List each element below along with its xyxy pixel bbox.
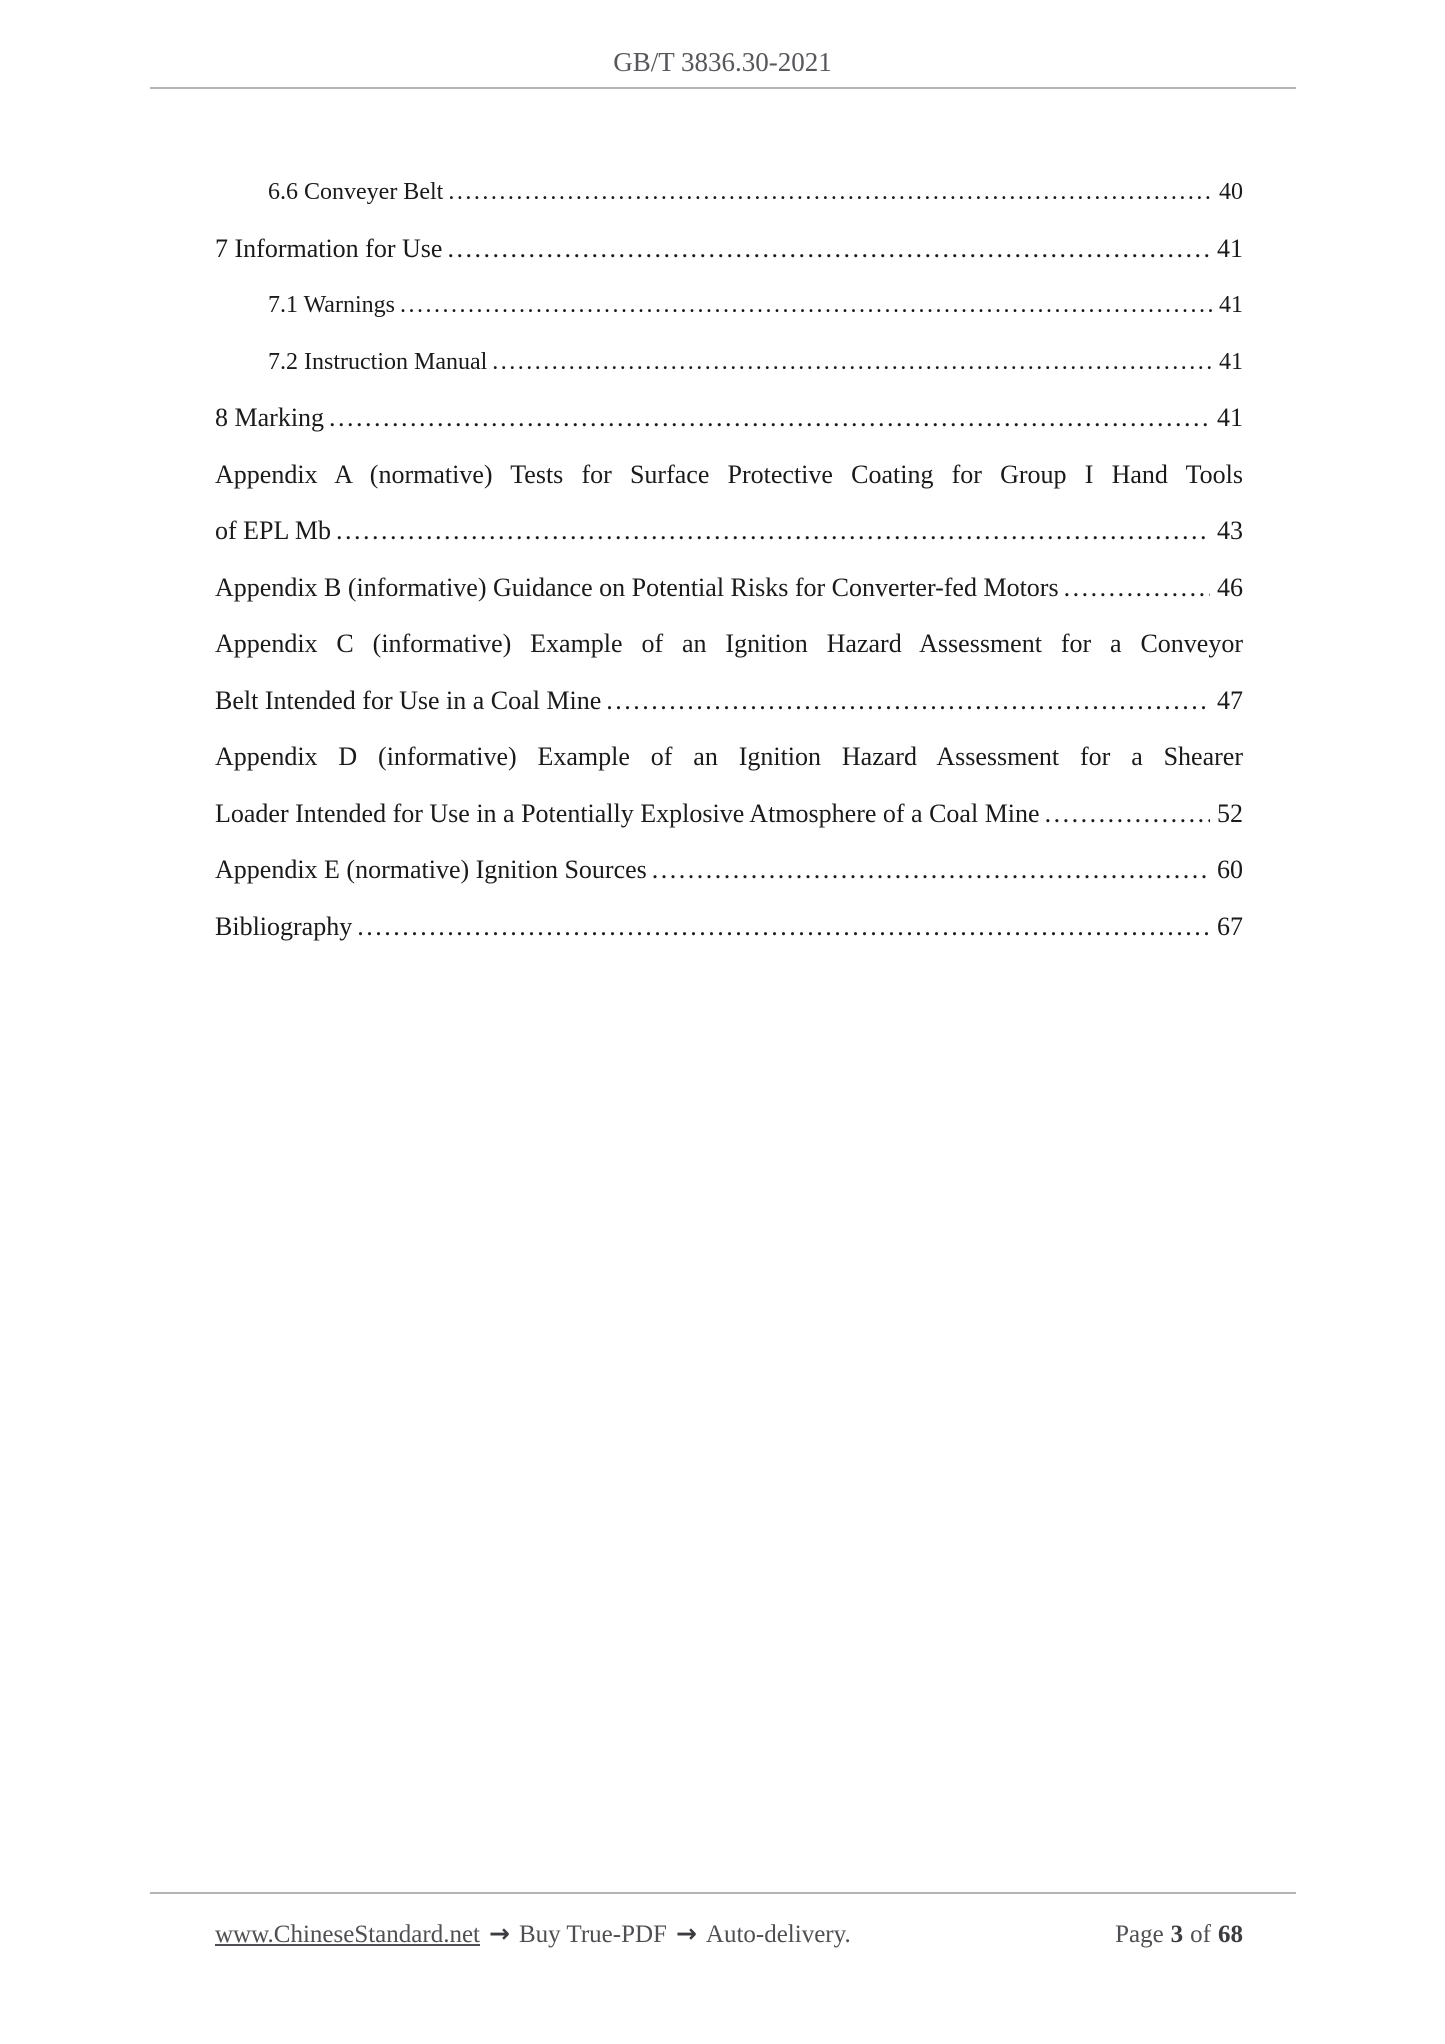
footer-rule: [150, 1892, 1296, 1894]
toc-entry-page: 40: [1219, 179, 1243, 205]
toc-entry-title: Bibliography: [215, 911, 353, 941]
total-page-number: 68: [1218, 1921, 1243, 1948]
toc-entry-page: 43: [1217, 516, 1243, 545]
toc-entry-page: 60: [1217, 855, 1243, 884]
toc-entry[interactable]: [215, 334, 1243, 391]
footer-site-link[interactable]: www.ChineseStandard.net: [215, 1921, 480, 1948]
toc-entry-page: 67: [1217, 911, 1243, 941]
toc-entry-page: 46: [1217, 572, 1243, 602]
toc-entry-page: 47: [1217, 685, 1243, 715]
toc-entry-title: Appendix D (informative) Example of an Ignition Hazard Assessment for a Shearer: [215, 742, 1243, 771]
toc-entry[interactable]: [215, 277, 1243, 334]
toc-entry-title: Appendix B (informative) Guidance on Potential Risks for Converter-fed Motors: [215, 572, 1059, 602]
dot-leader: [447, 221, 1210, 278]
toc-entry[interactable]: [215, 164, 1243, 221]
footer-delivery-text: Auto-delivery.: [705, 1921, 851, 1948]
toc-entry-title: 7.2 Instruction Manual: [268, 348, 488, 375]
toc-entry[interactable]: [215, 560, 1243, 617]
dot-leader: [1045, 786, 1210, 843]
dot-leader: [400, 277, 1212, 334]
dot-leader: [329, 390, 1210, 447]
dot-leader: [448, 164, 1212, 221]
toc-entry-page: 41: [1217, 233, 1243, 263]
toc-entry-title: 7.1 Warnings: [268, 292, 395, 318]
footer-buy-text: Buy True-PDF: [518, 1921, 667, 1948]
toc-entry[interactable]: [215, 616, 1243, 729]
toc-entry[interactable]: [215, 390, 1243, 447]
toc-entry-page: 41: [1219, 292, 1243, 318]
toc-entry-page: 41: [1217, 403, 1243, 432]
header-rule: [150, 87, 1296, 89]
toc-entry[interactable]: [215, 842, 1243, 899]
toc-entry-title-continued: Loader Intended for Use in a Potentially Explosive Atmosphere of a Coal Mine: [215, 798, 1040, 828]
dot-leader: [652, 842, 1210, 899]
dot-leader: [357, 899, 1210, 956]
of-word: of: [1190, 1921, 1211, 1948]
toc-entry[interactable]: [215, 221, 1243, 278]
dot-leader: [492, 334, 1212, 391]
toc-entry-page: 52: [1217, 798, 1243, 828]
toc-entry-page: 41: [1219, 348, 1243, 375]
toc-entry-title: Appendix A (normative) Tests for Surface Protective Coating for Group I Hand Tools: [215, 459, 1243, 489]
toc-entry-title: Appendix C (informative) Example of an Ignition Hazard Assessment for a Conveyor: [215, 629, 1243, 658]
page-indicator: [1108, 1913, 1243, 1957]
dot-leader: [336, 503, 1210, 560]
toc-entry[interactable]: [215, 447, 1243, 560]
arrow-right-icon: →: [489, 1919, 510, 1948]
toc-entry-title-continued: of EPL Mb: [215, 516, 332, 545]
toc-entry-title: 8 Marking: [215, 403, 325, 432]
page-header-title: GB/T 3836.30-2021: [613, 47, 832, 77]
current-page-number: 3: [1170, 1921, 1184, 1948]
toc-entry[interactable]: [215, 729, 1243, 842]
toc-entry-title: Appendix E (normative) Ignition Sources: [215, 855, 647, 884]
table-of-contents: [215, 164, 1243, 955]
page-footer: [215, 1912, 1243, 1957]
dot-leader: [606, 673, 1210, 730]
arrow-right-icon: →: [675, 1919, 697, 1948]
dot-leader: [1064, 560, 1210, 617]
toc-entry-title-continued: Belt Intended for Use in a Coal Mine: [215, 685, 602, 715]
toc-entry-title: 7 Information for Use: [215, 233, 443, 263]
toc-entry[interactable]: [215, 899, 1243, 956]
page-word: Page: [1115, 1921, 1164, 1948]
toc-entry-title: 6.6 Conveyer Belt: [268, 179, 444, 205]
